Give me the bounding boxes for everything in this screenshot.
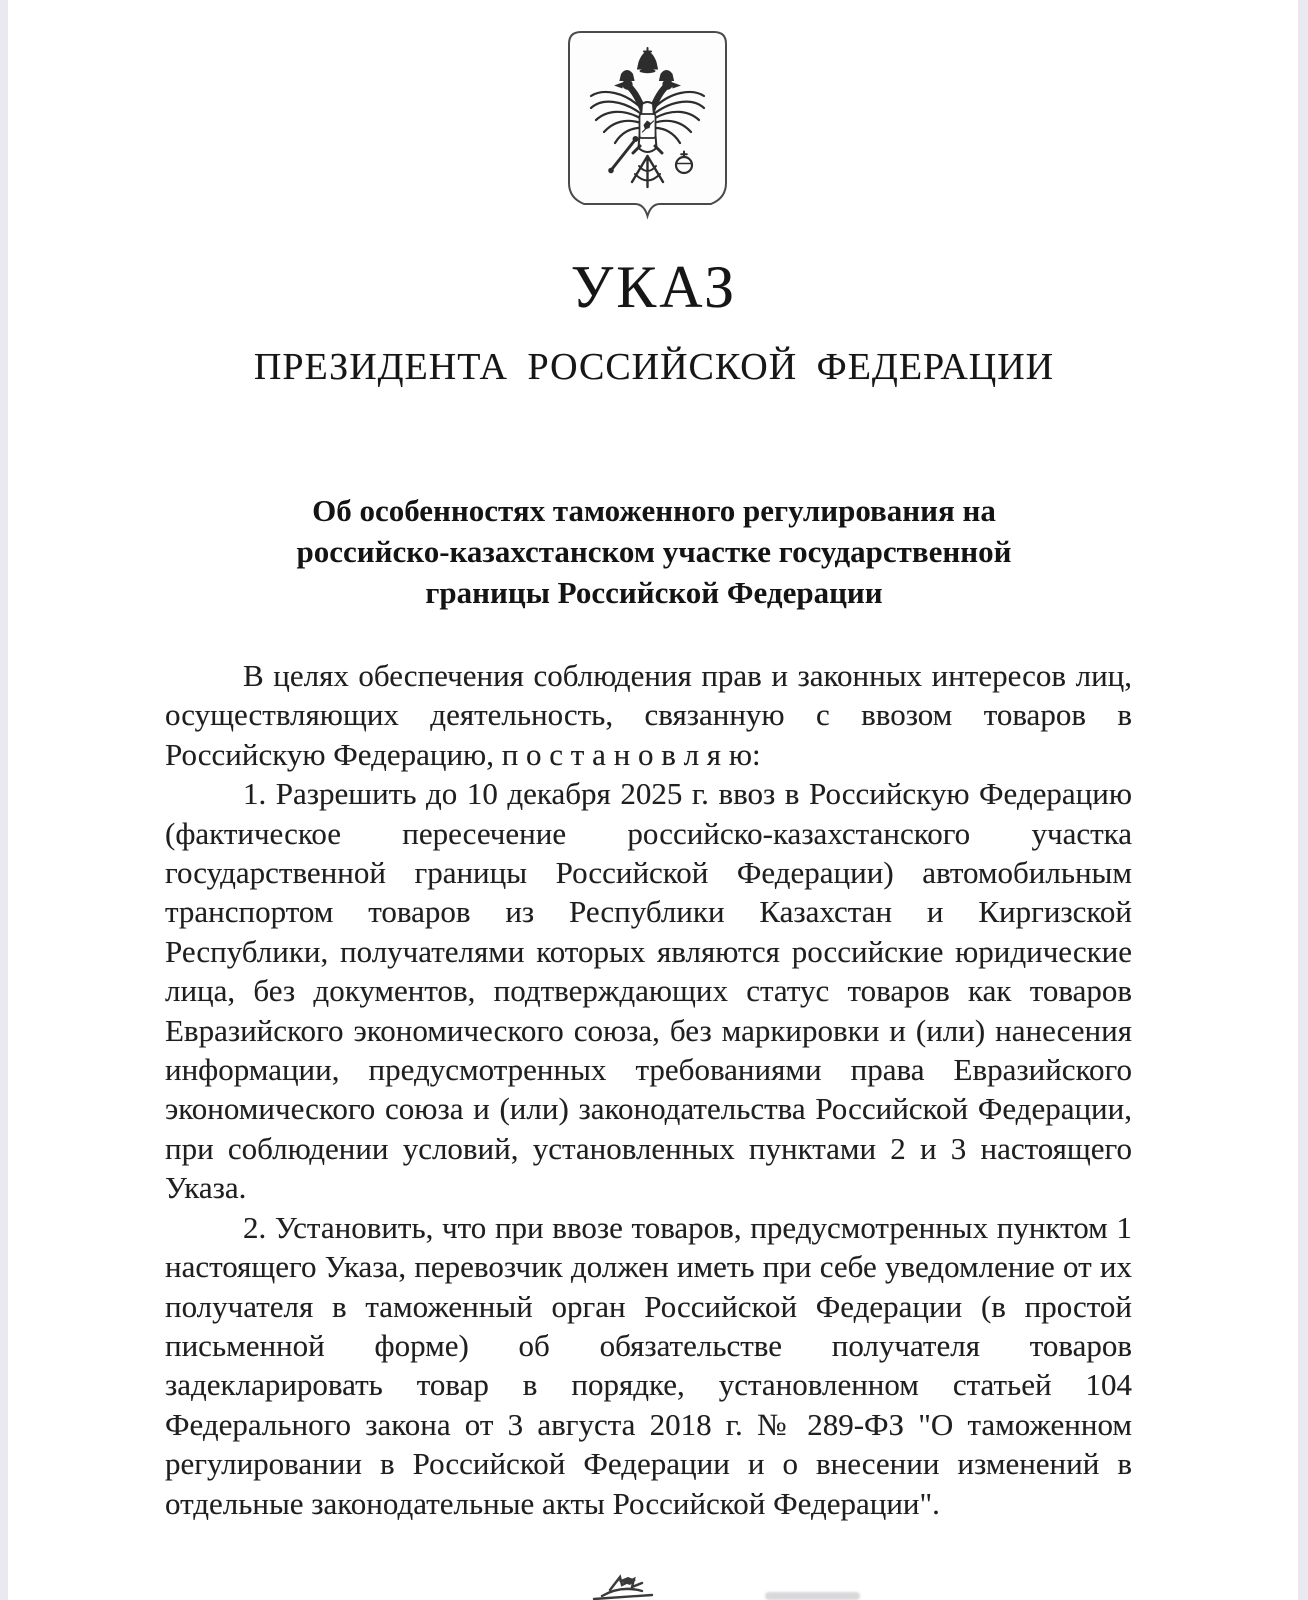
subject-line-2: российско-казахстанском участке государственной (296, 534, 1012, 569)
decree-issuer: ПРЕЗИДЕНТА РОССИЙСКОЙ ФЕДЕРАЦИИ (253, 346, 1055, 388)
page-edge-left (0, 0, 8, 1600)
faint-smudge (765, 1592, 860, 1600)
decree-body (165, 656, 1132, 1523)
decree-kicker: УКАЗ (570, 254, 738, 320)
decree-subject (154, 490, 1154, 613)
clause-1-paragraph: 1. Разрешить до 10 декабря 2025 г. ввоз в Российскую Федерацию (фактическое пересечение российско-казахстанского участка государственной границы Российской Федерации) автомобильным транспортом товаров из Республики Казахстан и Киргизской Республики, получателями которых являются российские юридические лица, без документов, подтверждающих статус товаров как товаров Евразийского экономического союза, без маркировки и (или) нанесения информации, предусмотренных требованиями права Евразийского экономического союза и (или) законодательства Российской Федерации, при соблюдении условий, установленных пунктами 2 и 3 настоящего Указа. (165, 776, 1132, 1206)
partial-stamp-icon (588, 1574, 658, 1600)
page-edge-right (1298, 0, 1308, 1600)
russia-coat-of-arms-icon (565, 28, 730, 230)
subject-line-3: границы Российской Федерации (425, 575, 883, 610)
subject-line-1: Об особенностях таможенного регулирования на (312, 493, 996, 528)
clause-2-paragraph: 2. Установить, что при ввозе товаров, предусмотренных пунктом 1 настоящего Указа, перевозчик должен иметь при себе уведомление от их получателя в таможенный орган Российской Федерации (в простой письменной форме) об обязательстве получателя товаров задекларировать товар в порядке, установленном статьей 104 Федерального закона от 3 августа 2018 г. № 289-ФЗ "О таможенном регулировании в Российской Федерации и о внесении изменений в отдельные законодательные акты Российской Федерации". (165, 1209, 1132, 1521)
preamble-paragraph: В целях обеспечения соблюдения прав и законных интересов лиц, осуществляющих деятельность, связанную с ввозом товаров в Российскую Федерацию, п о с т а н о в л я ю: (165, 658, 1132, 772)
